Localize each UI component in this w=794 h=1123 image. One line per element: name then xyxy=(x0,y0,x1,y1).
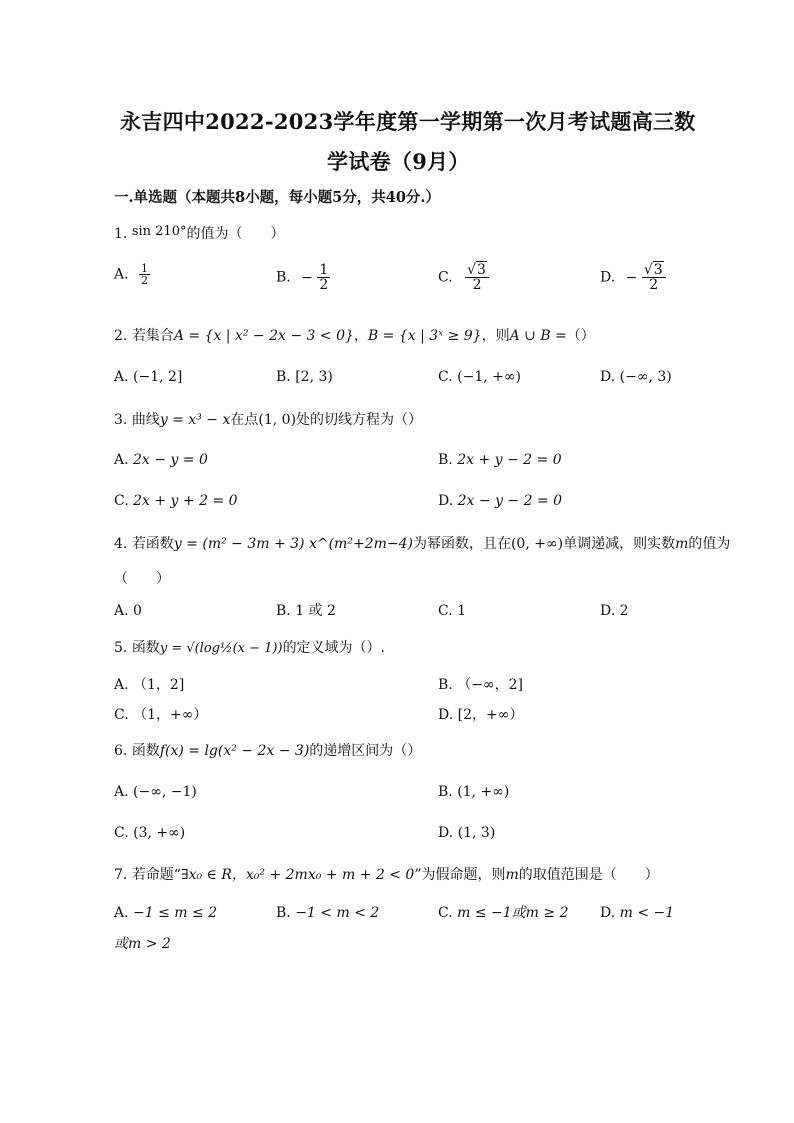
question-text: 若函数 xyxy=(131,536,174,552)
option-label: A. xyxy=(114,905,129,921)
question-expression: y = √(log½(x − 1)) xyxy=(159,641,283,656)
question-expression: f(x) = lg(x² − 2x − 3) xyxy=(159,743,310,759)
option-value: 2x + y + 2 = 0 xyxy=(133,493,238,509)
option-label: C. xyxy=(114,707,129,723)
fraction xyxy=(465,263,489,292)
title-line-2: 学试卷（9月） xyxy=(327,149,470,174)
option-value: （1，2] xyxy=(133,677,185,693)
question-text: 函数 xyxy=(131,640,160,656)
question-number: 7. xyxy=(114,867,128,883)
option-label: D. xyxy=(600,905,616,921)
minus-sign: − xyxy=(625,269,638,286)
option-c xyxy=(438,263,489,292)
question-5 xyxy=(114,638,385,659)
option-label: A. xyxy=(114,784,129,800)
option-label: B. xyxy=(276,905,291,921)
option-a xyxy=(114,450,208,470)
sqrt-icon: √3 xyxy=(643,262,663,278)
option-b xyxy=(276,263,330,292)
separator: ， xyxy=(353,328,368,344)
option-value: （−∞，2] xyxy=(457,677,523,693)
option-label: D. xyxy=(438,707,454,723)
title-line-1: 永吉四中2022-2023学年度第一学期第一次月考试题高三数 xyxy=(120,109,696,134)
option-value: （1，+∞） xyxy=(133,707,208,723)
question-expression: sin 210° xyxy=(131,224,187,239)
question-tail: （） xyxy=(566,328,595,344)
question-tail: 处的切线方程为（） xyxy=(296,412,423,428)
option-b xyxy=(276,903,379,923)
option-label: C. xyxy=(438,269,453,286)
question-text: 为幂函数，且在 xyxy=(412,536,511,552)
option-value: 2x − y − 2 = 0 xyxy=(457,493,563,509)
question-4-continuation: （ ） xyxy=(114,571,170,587)
numerator: 1 xyxy=(141,262,149,275)
question-number: 6. xyxy=(114,743,128,759)
option-b xyxy=(438,675,523,695)
option-d xyxy=(438,491,562,511)
option-a xyxy=(114,903,217,923)
variable: m xyxy=(505,867,519,883)
option-d xyxy=(600,263,666,292)
question-3 xyxy=(114,410,422,430)
option-c: C. 1 xyxy=(438,603,467,619)
option-label: C. xyxy=(114,825,129,841)
option-c xyxy=(114,823,185,843)
question-text: 单调递减，则实数 xyxy=(563,536,676,552)
numerator: 1 xyxy=(319,262,329,278)
option-label: C. xyxy=(438,369,453,385)
point: (1, 0) xyxy=(258,412,297,428)
option-value: [2, 3) xyxy=(295,369,333,385)
option-a: A. 0 xyxy=(114,603,142,619)
option-value: m ≤ −1或m ≥ 2 xyxy=(457,905,569,921)
option-label: A. xyxy=(114,452,129,468)
option-value: (−1, 2] xyxy=(133,369,183,385)
denominator: 2 xyxy=(141,274,149,287)
option-value: (−1, +∞) xyxy=(457,369,521,385)
option-d-continuation xyxy=(114,934,171,954)
option-value: (1, 3) xyxy=(457,825,496,841)
numerator xyxy=(642,263,666,278)
option-d xyxy=(438,705,523,725)
option-label: C. xyxy=(438,905,453,921)
option-d xyxy=(600,903,674,923)
radicand: 3 xyxy=(477,262,486,278)
question-text: ”为假命题，则 xyxy=(414,867,506,883)
option-label: C. xyxy=(114,493,129,509)
option-label: D. xyxy=(438,825,454,841)
question-expression: y = x³ − x xyxy=(159,412,231,428)
option-label: B. xyxy=(438,452,453,468)
option-label: B. xyxy=(276,369,291,385)
question-number: 5. xyxy=(114,640,128,656)
interval: (0, +∞) xyxy=(510,536,564,552)
option-value: (3, +∞) xyxy=(133,825,186,841)
option-value: −1 ≤ m ≤ 2 xyxy=(133,905,218,921)
option-value: (1, +∞) xyxy=(457,784,510,800)
question-expression: ∃x₀ ∈ R，x₀² + 2mx₀ + m + 2 < 0 xyxy=(180,867,415,883)
option-label: A. xyxy=(114,266,129,283)
option-value: (−∞, 3) xyxy=(619,369,672,385)
option-b: B. 1 或 2 xyxy=(276,603,336,619)
option-b xyxy=(438,782,509,802)
question-text: 的值为（ ） xyxy=(186,226,285,242)
denominator: 2 xyxy=(472,277,482,293)
question-tail: 的取值范围是（ ） xyxy=(518,867,659,883)
question-2 xyxy=(114,326,595,346)
option-label: D. xyxy=(438,493,454,509)
option-label: A. xyxy=(114,677,129,693)
sqrt-icon: √3 xyxy=(467,262,486,278)
option-value: (−∞, −1) xyxy=(133,784,197,800)
variable: m xyxy=(675,536,689,552)
option-value: 2x − y = 0 xyxy=(133,452,208,468)
option-b xyxy=(276,367,333,387)
question-tail: 的值为 xyxy=(688,536,731,552)
minus-sign: − xyxy=(301,269,313,286)
question-number: 1. xyxy=(114,226,128,242)
option-value: 或m > 2 xyxy=(114,936,171,952)
option-b xyxy=(438,450,562,470)
question-text: 若集合 xyxy=(131,328,174,344)
question-expression: A ∪ B = xyxy=(509,328,567,344)
option-label: B. xyxy=(276,269,291,286)
fraction xyxy=(317,263,330,292)
numerator xyxy=(465,263,489,278)
question-text: 曲线 xyxy=(131,412,160,428)
option-label: B. xyxy=(438,784,453,800)
option-a xyxy=(114,263,150,286)
question-expression: y = (m² − 3m + 3) x^(m²+2m−4) xyxy=(173,536,413,552)
denominator: 2 xyxy=(649,277,659,293)
option-value: m < −1 xyxy=(619,905,675,921)
question-7 xyxy=(114,865,659,885)
question-6 xyxy=(114,741,421,761)
question-text: 函数 xyxy=(131,743,160,759)
radicand: 3 xyxy=(653,262,663,278)
denominator: 2 xyxy=(319,277,329,293)
set-b: B = {x | 3ˣ ≥ 9} xyxy=(367,328,482,344)
option-d xyxy=(600,367,672,387)
option-value: [2，+∞） xyxy=(457,707,524,723)
set-a: A = {x | x² − 2x − 3 < 0} xyxy=(173,328,354,344)
option-c xyxy=(438,367,521,387)
fraction xyxy=(139,263,150,286)
question-4 xyxy=(114,534,730,554)
option-label: B. xyxy=(438,677,453,693)
question-text: 在点 xyxy=(230,412,259,428)
option-label: D. xyxy=(600,369,616,385)
option-c xyxy=(114,491,238,511)
question-tail: 的定义域为（）. xyxy=(282,640,386,656)
option-value: 2x + y − 2 = 0 xyxy=(457,452,562,468)
question-number: 4. xyxy=(114,536,128,552)
option-c xyxy=(438,903,568,923)
option-a xyxy=(114,367,182,387)
fraction xyxy=(642,263,666,292)
question-text: 若命题“ xyxy=(131,867,181,883)
question-tail: 的递增区间为（） xyxy=(309,743,422,759)
question-1 xyxy=(114,222,284,244)
option-a xyxy=(114,782,197,802)
option-value: −1 < m < 2 xyxy=(295,905,380,921)
question-number: 3. xyxy=(114,412,128,428)
question-number: 2. xyxy=(114,328,128,344)
option-label: A. xyxy=(114,369,129,385)
option-d: D. 2 xyxy=(600,603,629,619)
option-label: D. xyxy=(600,269,616,286)
question-text: ，则 xyxy=(481,328,510,344)
option-c xyxy=(114,705,207,725)
option-d xyxy=(438,823,495,843)
section-header: 一.单选题（本题共8小题，每小题5分，共40分.） xyxy=(114,189,440,206)
option-a xyxy=(114,675,184,695)
